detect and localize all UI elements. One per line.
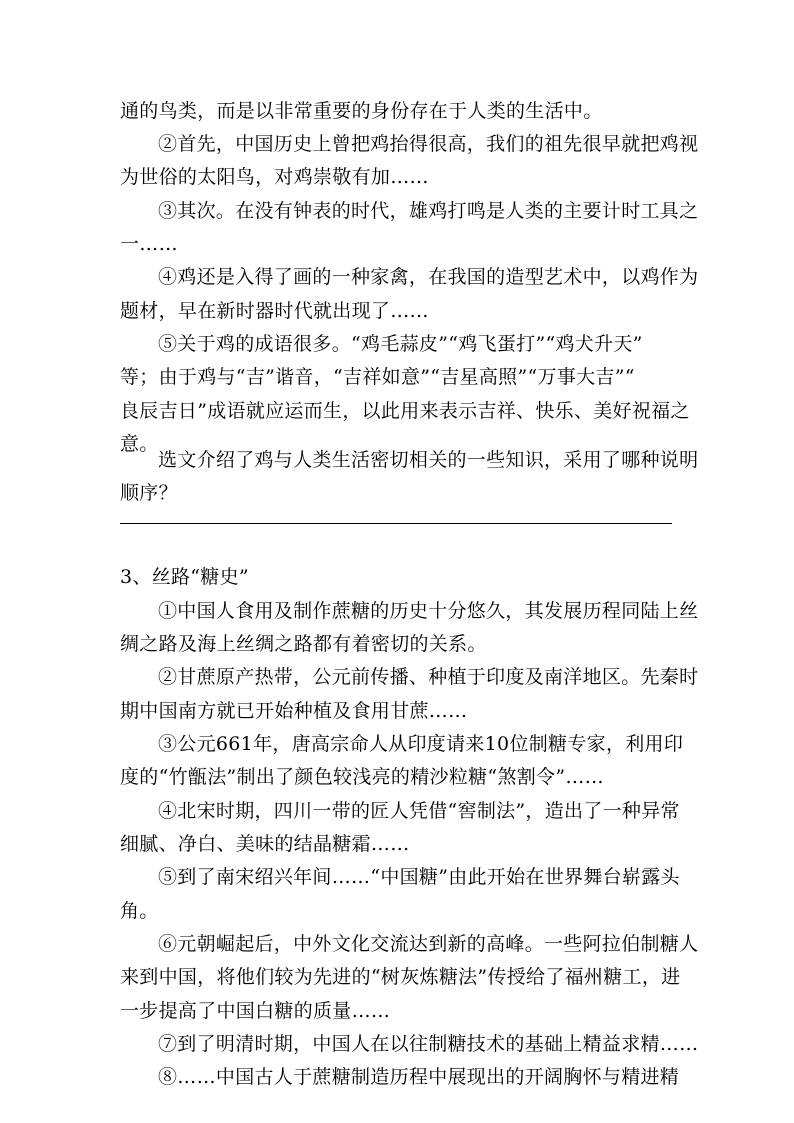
paragraph-5-line: ⑤关于鸡的成语很多。“鸡毛蒜皮”“鸡飞蛋打”“鸡犬升天”	[158, 333, 643, 355]
text-line: 来到中国，将他们较为先进的“树灰炼糖法”传授给了福州糖工，进	[120, 966, 681, 988]
text-line: 良辰吉日”成语就应运而生，以此用来表示吉祥、快乐、美好祝福之	[120, 400, 690, 422]
text-line: 角。	[120, 900, 159, 922]
text-line: 细腻、净白、美味的结晶糖霜……	[120, 833, 410, 855]
paragraph-2-line: ②甘蔗原产热带，公元前传播、种植于印度及南洋地区。先秦时	[158, 666, 699, 688]
text-line: 一步提高了中国白糖的质量……	[120, 1000, 391, 1022]
question-line: 选文介绍了鸡与人类生活密切相关的一些知识，采用了哪种说明	[158, 449, 699, 471]
paragraph-3-line: ③公元661年，唐高宗命人从印度请来10位制糖专家，利用印	[158, 733, 684, 755]
text-line: 通的鸟类，而是以非常重要的身份存在于人类的生活中。	[120, 100, 603, 122]
paragraph-6-line: ⑥元朝崛起后，中外文化交流达到新的高峰。一些阿拉伯制糖人	[158, 933, 699, 955]
section-heading: 3、丝路“糖史”	[120, 566, 249, 588]
text-line: 为世俗的太阳鸟，对鸡崇敬有加……	[120, 166, 429, 188]
text-line: 一……	[120, 233, 178, 255]
paragraph-5-line: ⑤到了南宋绍兴年间……“中国糖”由此开始在世界舞台崭露头	[158, 866, 680, 888]
text-line: 等；由于鸡与“吉”谐音，“吉祥如意”“吉星高照”“万事大吉”“	[120, 366, 635, 388]
paragraph-1-line: ①中国人食用及制作蔗糖的历史十分悠久，其发展历程同陆上丝	[158, 600, 699, 622]
paragraph-8-line: ⑧……中国古人于蔗糖制造历程中展现出的开阔胸怀与精进精	[158, 1066, 680, 1088]
paragraph-4-line: ④鸡还是入得了画的一种家禽，在我国的造型艺术中，以鸡作为	[158, 266, 699, 288]
paragraph-2-line: ②首先，中国历史上曾把鸡抬得很高，我们的祖先很早就把鸡视	[158, 133, 699, 155]
paragraph-3-line: ③其次。在没有钟表的时代，雄鸡打鸣是人类的主要计时工具之	[158, 200, 699, 222]
question-line: 顺序？	[120, 482, 178, 504]
text-line: 期中国南方就已开始种植及食用甘蔗……	[120, 700, 468, 722]
text-line: 题材，早在新时器时代就出现了……	[120, 300, 429, 322]
text-line: 绸之路及海上丝绸之路都有着密切的关系。	[120, 633, 487, 655]
text-line: 意。	[120, 433, 159, 455]
paragraph-7-line: ⑦到了明清时期，中国人在以往制糖技术的基础上精益求精……	[158, 1033, 699, 1055]
answer-blank-line[interactable]	[120, 523, 672, 524]
paragraph-4-line: ④北宋时期，四川一带的匠人凭借“窖制法”，造出了一种异常	[158, 800, 680, 822]
text-line: 度的“竹甑法”制出了颜色较浅亮的精沙粒糖“煞割令”……	[120, 766, 604, 788]
